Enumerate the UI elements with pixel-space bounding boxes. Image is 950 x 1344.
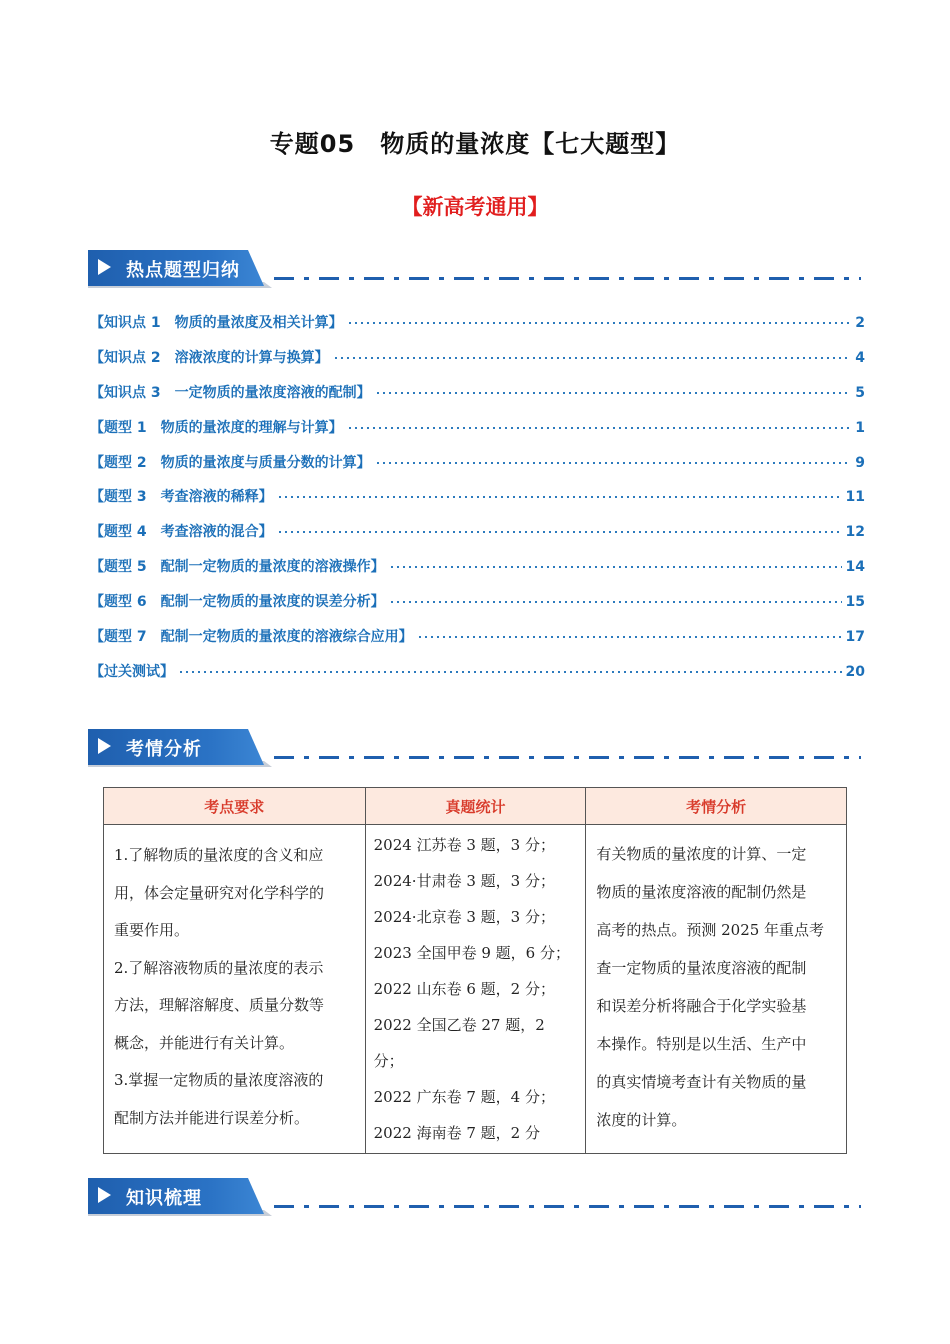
- text-line: 3.掌握一定物质的量浓度溶液的: [114, 1071, 324, 1089]
- table-row: [104, 825, 847, 1154]
- text-line: 概念，并能进行有关计算。: [114, 1033, 295, 1052]
- column-header-requirements: 考点要求: [104, 788, 366, 825]
- section-header-hot-types: [88, 250, 863, 290]
- toc-leader: [333, 346, 852, 360]
- text-line: 2022 广东卷 7 题，4 分；: [373, 1088, 555, 1106]
- toc-leader: [389, 555, 842, 569]
- toc-label: 【题型 1 物质的量浓度的理解与计算】: [90, 419, 343, 436]
- text-line: 2.了解溶液物质的量浓度的表示: [114, 958, 324, 977]
- text-line: 本操作。特别是以生活、生产中: [596, 1035, 807, 1053]
- toc-label: 【题型 2 物质的量浓度与质量分数的计算】: [90, 454, 371, 471]
- document-subtitle: 【新高考通用】: [401, 195, 549, 219]
- table-header-row: [104, 788, 847, 825]
- dash-divider: [274, 756, 861, 759]
- toc-leader: [375, 381, 852, 395]
- text-line: 2024 江苏卷 3 题，3 分；: [373, 836, 555, 854]
- play-arrow-icon: [98, 738, 111, 754]
- toc-leader: [277, 485, 842, 499]
- toc-page-number: 1: [855, 419, 865, 436]
- toc-page-number: 14: [845, 559, 865, 576]
- column-header-statistics: 真题统计: [365, 788, 586, 825]
- toc-leader: [347, 311, 852, 325]
- toc-label: 【知识点 1 物质的量浓度及相关计算】: [90, 315, 343, 331]
- text-line: 分；: [373, 1052, 404, 1070]
- toc-page-number: 2: [855, 315, 865, 331]
- toc-item[interactable]: [90, 486, 865, 521]
- section-header-knowledge: [88, 1178, 863, 1218]
- toc-label: 【题型 4 考查溶液的混合】: [90, 524, 273, 541]
- toc-item[interactable]: [90, 382, 865, 417]
- toc-page-number: 11: [845, 489, 865, 506]
- column-header-analysis: 考情分析: [586, 788, 847, 825]
- toc-label: 【知识点 2 溶液浓度的计算与换算】: [90, 349, 329, 366]
- toc-leader: [375, 451, 852, 465]
- text-line: 物质的量浓度溶液的配制仍然是: [596, 883, 807, 901]
- toc-page-number: 4: [855, 349, 865, 366]
- toc-label: 【题型 6 配制一定物质的量浓度的误差分析】: [90, 594, 385, 611]
- toc-leader: [277, 520, 842, 534]
- section-header-exam-analysis: [88, 729, 863, 769]
- toc-page-number: 15: [845, 594, 865, 611]
- toc-item[interactable]: [90, 591, 865, 626]
- text-line: 和误差分析将融合于化学实验基: [596, 997, 807, 1015]
- toc-label: 【题型 3 考查溶液的稀释】: [90, 489, 273, 506]
- text-line: 2022 全国乙卷 27 题，2: [373, 1016, 545, 1034]
- toc-label: 【题型 7 配制一定物质的量浓度的溶液综合应用】: [90, 629, 413, 646]
- text-line: 2022 山东卷 6 题，2 分；: [373, 980, 555, 998]
- section-title: 热点题型归纳: [126, 260, 240, 281]
- text-line: 的真实情境考查计有关物质的量: [596, 1073, 807, 1091]
- toc-label: 【题型 5 配制一定物质的量浓度的溶液操作】: [90, 559, 385, 576]
- section-title: 考情分析: [126, 739, 202, 760]
- toc-label: 【过关测试】: [90, 663, 174, 680]
- toc-item[interactable]: [90, 417, 865, 452]
- text-line: 配制方法并能进行误差分析。: [114, 1108, 310, 1127]
- statistics-cell: [365, 825, 586, 1154]
- text-line: 用，体会定量研究对化学科学的: [114, 883, 325, 902]
- text-line: 2024·甘肃卷 3 题，3 分；: [373, 872, 555, 890]
- text-line: 高考的热点。预测 2025 年重点考: [596, 921, 825, 939]
- toc-leader: [178, 660, 842, 674]
- text-line: 重要作用。: [114, 921, 190, 939]
- toc-item[interactable]: [90, 626, 865, 661]
- toc-page-number: 9: [855, 454, 865, 471]
- text-line: 有关物质的量浓度的计算、一定: [596, 845, 807, 863]
- toc-item[interactable]: [90, 347, 865, 382]
- text-line: 浓度的计算。: [596, 1111, 687, 1129]
- toc-label: 【知识点 3 一定物质的量浓度溶液的配制】: [90, 384, 371, 401]
- requirements-cell: [104, 825, 366, 1154]
- toc-page-number: 12: [845, 524, 865, 541]
- toc-item[interactable]: [90, 312, 865, 347]
- toc-leader: [417, 625, 842, 639]
- text-line: 2023 全国甲卷 9 题，6 分；: [373, 944, 570, 962]
- toc-leader: [389, 590, 842, 604]
- dash-divider: [274, 277, 861, 280]
- toc-page-number: 5: [855, 384, 865, 401]
- text-line: 1.了解物质的量浓度的含义和应: [114, 846, 324, 864]
- dash-divider: [274, 1205, 861, 1208]
- exam-analysis-table: [103, 787, 847, 1154]
- toc-item[interactable]: [90, 452, 865, 487]
- toc-item[interactable]: [90, 661, 865, 696]
- toc-leader: [347, 416, 852, 430]
- document-title: 专题05 物质的量浓度【七大题型】: [269, 130, 681, 158]
- text-line: 2024·北京卷 3 题，3 分；: [373, 908, 555, 926]
- text-line: 查一定物质的量浓度溶液的配制: [596, 959, 807, 977]
- play-arrow-icon: [98, 1187, 111, 1203]
- toc-item[interactable]: [90, 556, 865, 591]
- toc-item[interactable]: [90, 521, 865, 556]
- text-line: 2022 海南卷 7 题，2 分: [373, 1124, 540, 1142]
- section-title: 知识梳理: [126, 1188, 202, 1209]
- play-arrow-icon: [98, 259, 111, 275]
- text-line: 方法，理解溶解度、质量分数等: [114, 996, 325, 1014]
- toc-page-number: 17: [845, 629, 865, 646]
- analysis-cell: [586, 825, 847, 1154]
- toc-page-number: 20: [845, 663, 865, 680]
- table-of-contents: [90, 312, 865, 696]
